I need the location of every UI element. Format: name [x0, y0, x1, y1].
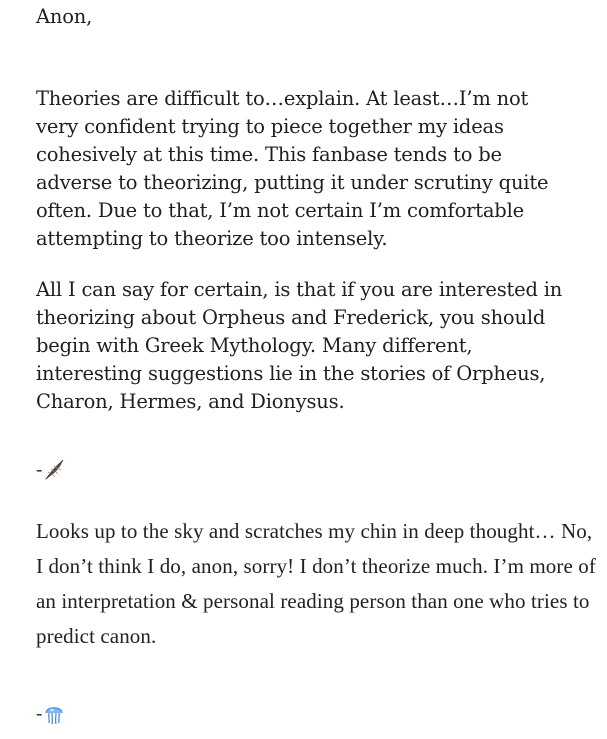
reply-signature	[36, 702, 65, 726]
letter-paragraph-2: All I can say for certain, is that if you are interested in theorizing about Orpheus and Frederick, you should begin with Greek Mythology. Many different, interesting suggestions lie in the stories of Orpheus, Charon, Hermes, and Dionysus.	[36, 278, 563, 413]
letter-paragraph-1: Theories are difficult to…explain. At least…I’m not very confident trying to piece together my ideas cohesively at this time. This fanbase tends to be adverse to theorizing, putting it under scrutiny quite often. Due to that, I’m not certain I’m comfortable attempting to theorize too intensely.	[36, 87, 549, 250]
letter-signature	[36, 458, 65, 482]
feather-quill-icon	[43, 458, 65, 482]
reply-paragraph: Looks up to the sky and scratches my chin in deep thought… No, I don’t think I do, anon, sorry! I don’t theorize much. I’m more of an interpretation & personal reading person than one who tries to predict canon.	[36, 519, 596, 648]
signature-dash: -	[36, 703, 43, 725]
letter-greeting: Anon,	[36, 5, 93, 28]
jellyfish-icon	[43, 702, 65, 726]
signature-dash: -	[36, 459, 43, 481]
